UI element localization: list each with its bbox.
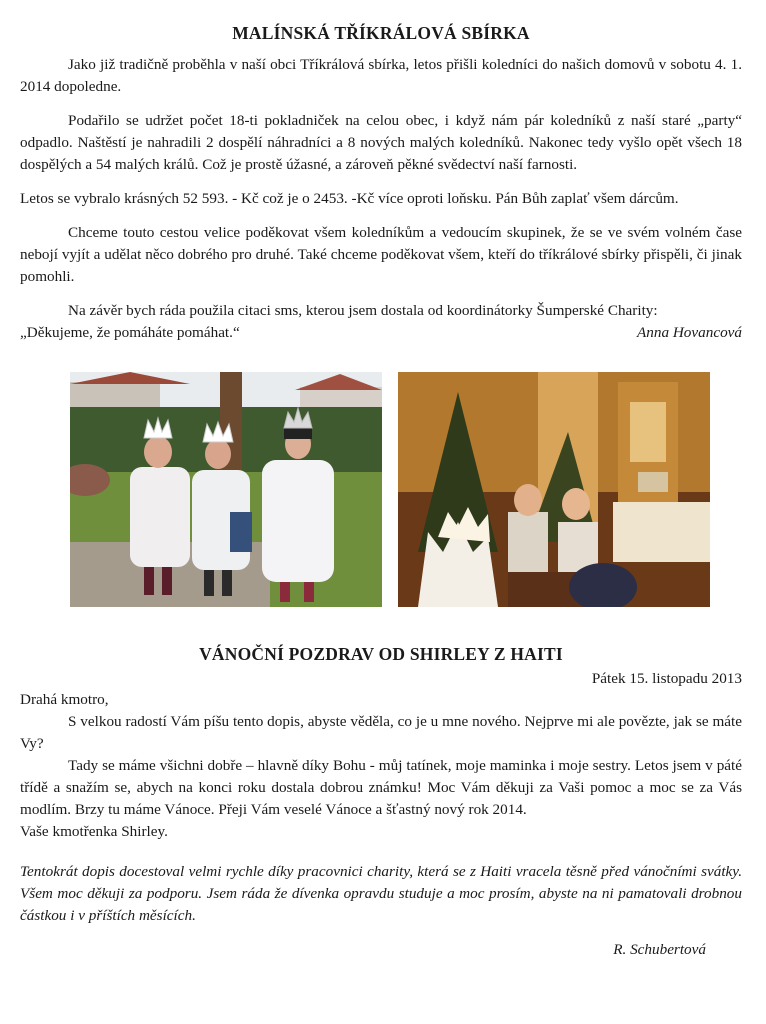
photo-row	[70, 372, 742, 607]
closing: Vaše kmotřenka Shirley.	[20, 823, 168, 840]
three-kings-children-photo	[70, 372, 382, 607]
letter-body	[20, 689, 742, 843]
church-interior-photo	[398, 372, 710, 607]
letter-section	[20, 643, 742, 961]
greeting: Drahá kmotro,	[20, 691, 109, 708]
article-title: MALÍNSKÁ TŘÍKRÁLOVÁ SBÍRKA	[232, 23, 530, 43]
paragraph: S velkou radostí Vám píšu tento dopis, abyste věděla, co je u mne nového. Nejprve mi ale povězte, jak se máte Vy?	[20, 713, 742, 752]
newsletter-page	[20, 22, 742, 961]
letter-date: Pátek 15. listopadu 2013	[591, 670, 742, 687]
author-signature: Anna Hovancová	[636, 324, 742, 341]
paragraph: Tady se máme všichni dobře – hlavně díky Bohu - můj tatínek, moje maminka i moje sestry. Letos jsem v páté třídě a snažím se, abych na konci roku dostala dobrou známku! Moc Vám děkuji za Vaši pomoc a moc se za Vás modlím. Brzy tu máme Vánoce. Přeji Vám veselé Vánoce a šťastný nový rok 2014.	[20, 757, 742, 818]
quote: „Děkujeme, že pomáháte pomáhat.“	[20, 324, 240, 341]
paragraph: Chceme touto cestou velice poděkovat všem koledníkům a vedoucím skupinek, že se ve svém volném čase nebojí vyjít a udělat něco dobrého pro druhé. Také chceme poděkovat všem, kteří do tříkrálové sbírky přispěli, či jinak pomohli.	[20, 224, 742, 285]
paragraph: Podařilo se udržet počet 18-ti pokladniček na celou obec, i když nám pár koledníků z naší staré „party“ odpadlo. Naštěstí je nahradili 2 dospělí náhradníci a 8 nových malých koledníků. Nakonec tedy vyšlo opět všech 18 dospělých a 54 malých králů. Což je prostě úžasné, a zároveň pěkné svědectví naší farnosti.	[20, 112, 742, 173]
quote-row	[20, 322, 742, 344]
note-signature: R. Schubertová	[613, 941, 706, 958]
paragraph: Na závěr bych ráda použila citaci sms, kterou jsem dostala od koordinátorky Šumperské Charity:	[68, 302, 658, 319]
note-paragraph: Tentokrát dopis docestoval velmi rychle díky pracovnici charity, která se z Haiti vracela těsně před vánočními svátky. Všem moc děkuji za podporu. Jsem ráda že dívenka opravdu studuje a moc prosím, abyste na ni pamatovali drobnou částkou i v příštích měsících.	[20, 863, 742, 924]
paragraph: Jako již tradičně proběhla v naší obci Tříkrálová sbírka, letos přišli koledníci do našich domovů v sobotu 4. 1. 2014 dopoledne.	[20, 56, 742, 95]
article-title: VÁNOČNÍ POZDRAV OD SHIRLEY Z HAITI	[199, 644, 563, 664]
paragraph: Letos se vybralo krásných 52 593. - Kč což je o 2453. -Kč více oproti loňsku. Pán Bůh zaplať všem dárcům.	[20, 190, 679, 207]
